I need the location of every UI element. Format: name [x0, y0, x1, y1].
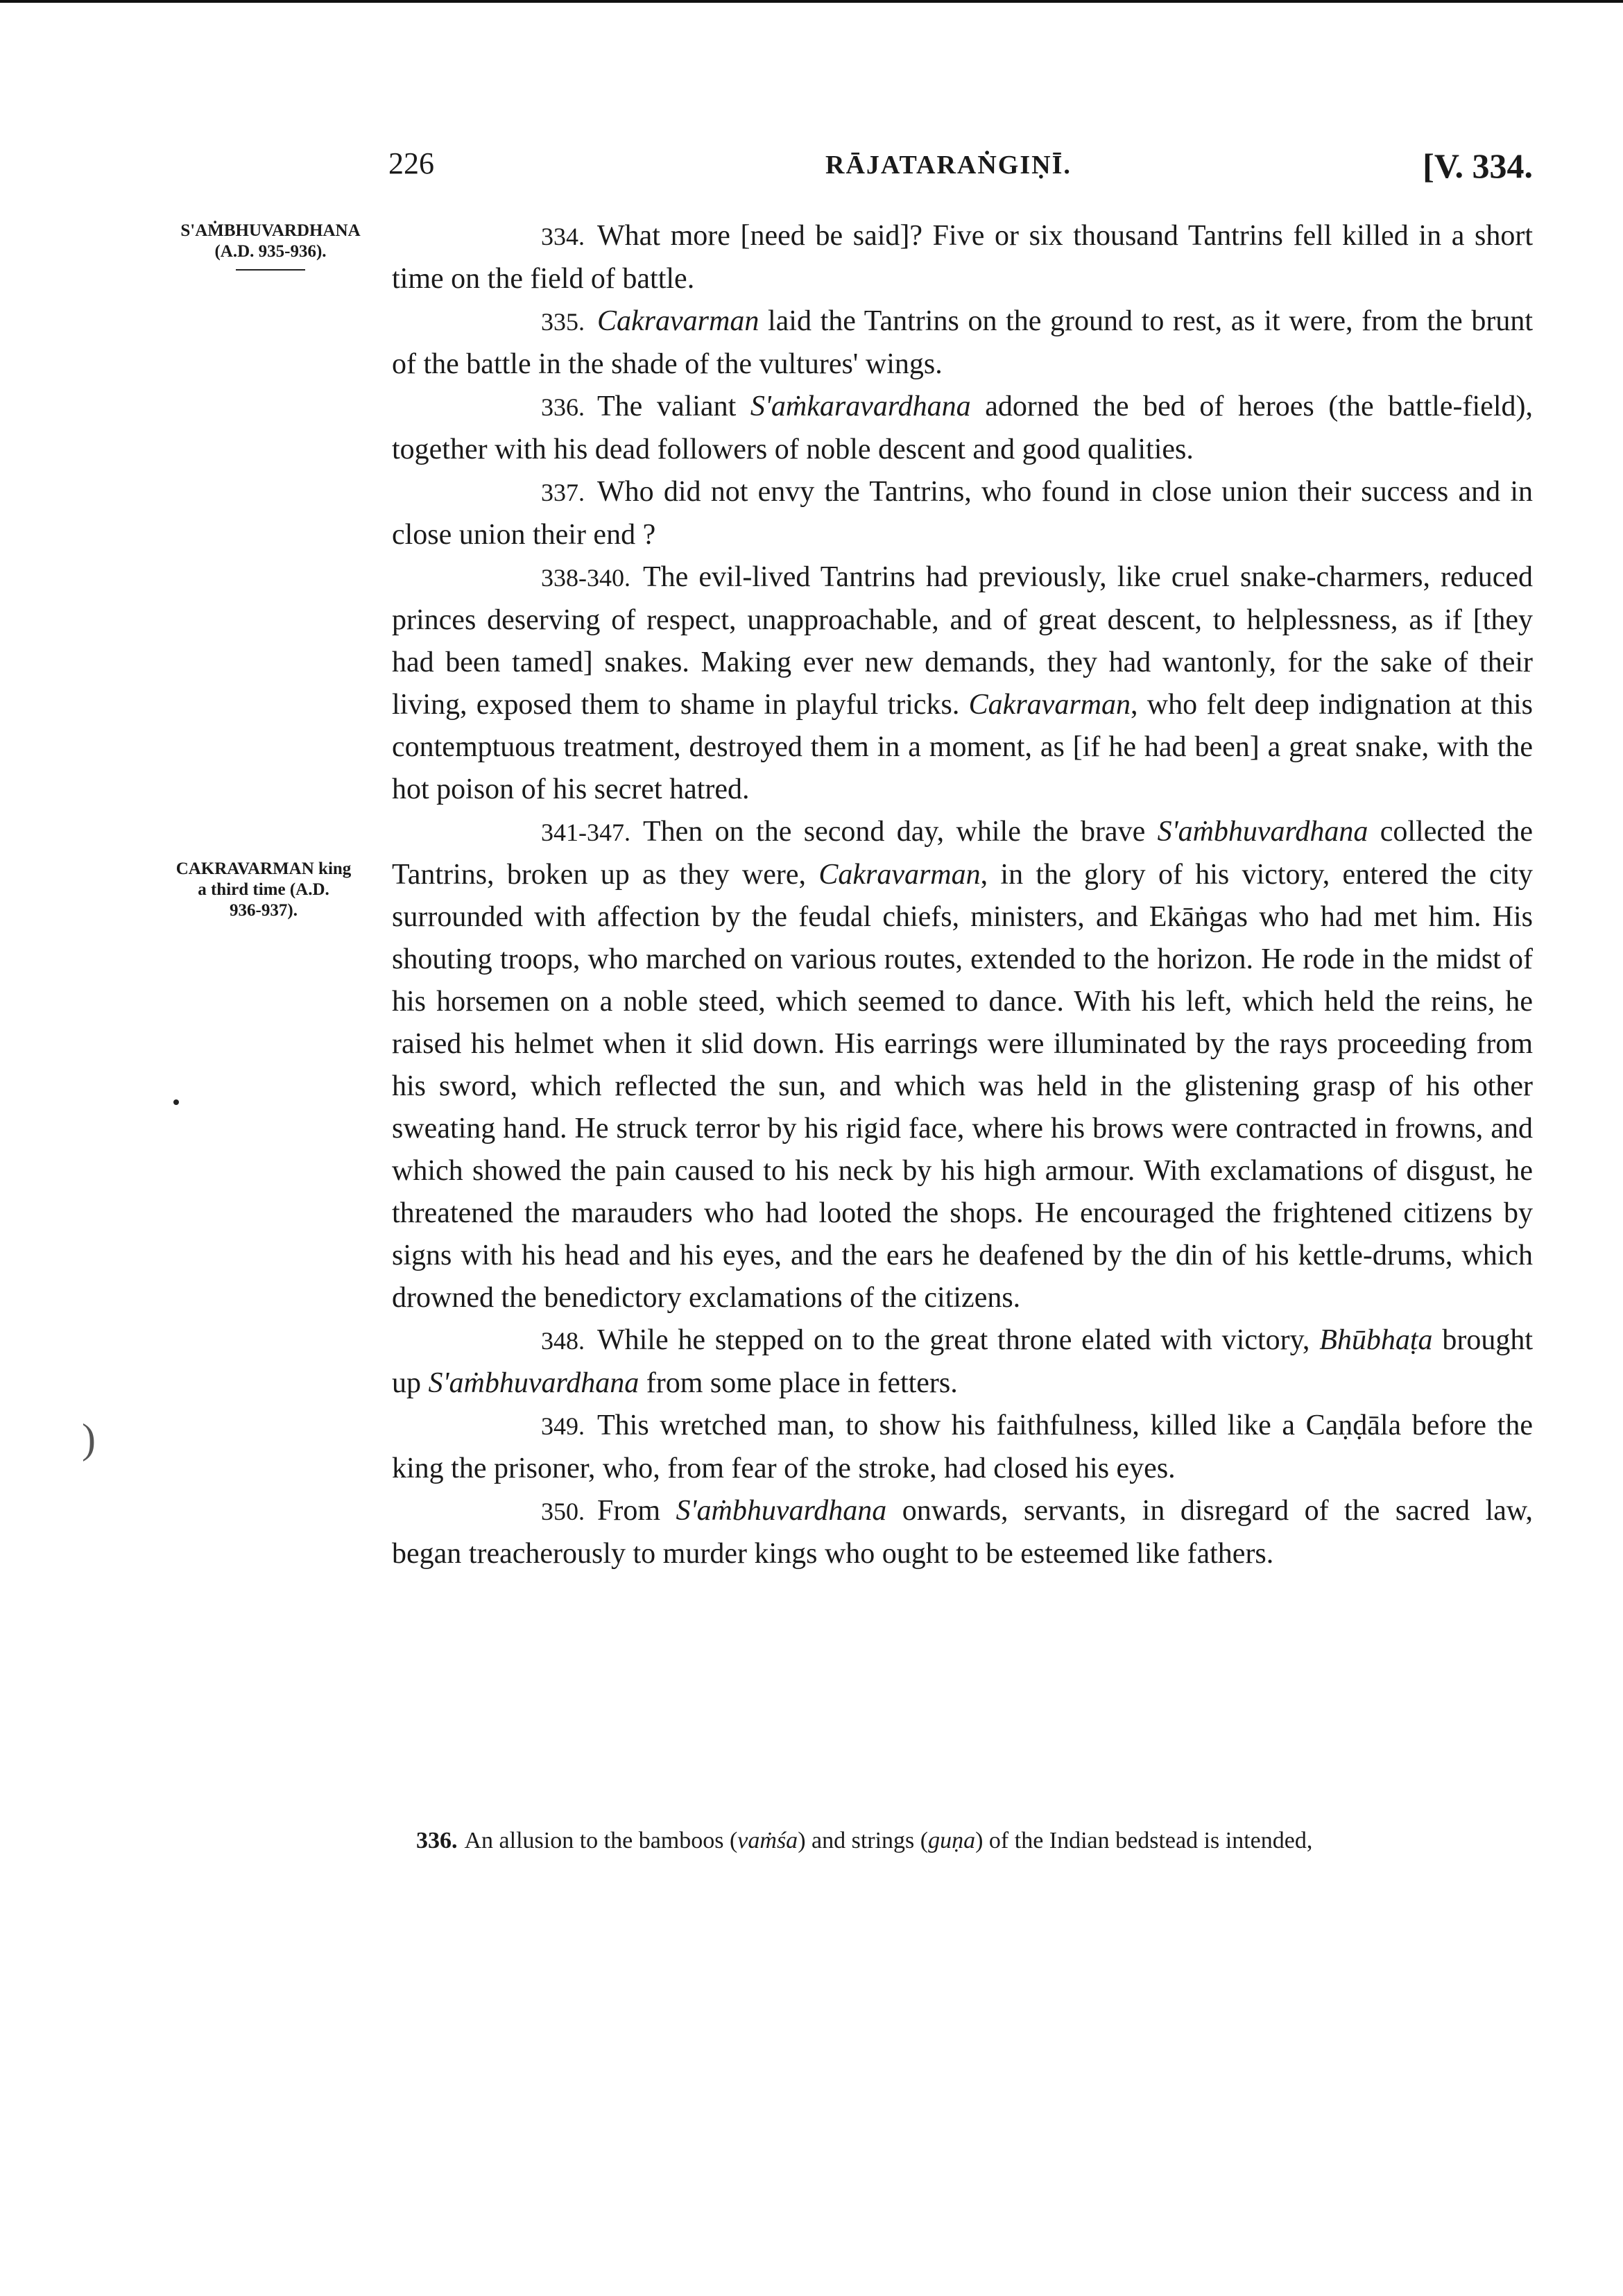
text-run: onwards, servants, in disregard of the sacred law, began treacherously to murder kings who ought to be esteemed like fathers.: [392, 1495, 1534, 1570]
verse-number: 336.: [541, 393, 585, 421]
verse-paragraph: [392, 811, 1533, 1319]
text-run: Who did not envy the Tantrins, who found in close union their success and in close union their end ?: [392, 476, 1533, 551]
sidenote-line: 936-937).: [230, 901, 298, 920]
text-run: The valiant: [597, 391, 750, 422]
verse-paragraph: [392, 1405, 1533, 1490]
page-number: 226: [388, 146, 434, 180]
text-run: collected the Tantrins, broken up as they were,: [392, 816, 1533, 891]
text-run: What more [need be said]? Five or six thousand Tantrins fell killed in a short time on the field of battle.: [392, 220, 1533, 295]
italic-term: Cakravarman: [597, 305, 759, 337]
italic-term: S'aṁbhuvardhana: [428, 1367, 639, 1399]
text-run: , who felt deep indignation at this contemptuous treatment, destroyed them in a moment, as [if he had been] a great snake, with the hot poison of his secret hatred.: [392, 689, 1533, 805]
page-header: [388, 146, 1533, 194]
sidenote-line: (A.D. 935-936).: [214, 242, 327, 261]
ink-speck: [173, 1099, 179, 1105]
verse-number: 334.: [541, 223, 585, 250]
footnote-number: 336.: [416, 1828, 458, 1853]
text-run: , in the glory of his victory, entered the city surrounded with affection by the feudal chiefs, ministers, and Ekāṅgas who had met him. His shouting troops, who marched on various routes, extended to the horizon. He rode in the midst of his horsemen on a noble steed, which seemed to dance. With his left, which held the reins, he raised his helmet when it slid down. His earrings were illuminated by the rays proceeding from his sword, which reflected the sun, and which was held in the glistening grasp of his other sweating hand. He struck terror by his rigid face, where his brows were contracted in frowns, and which showed the pain caused to his neck by his high armour. With exclamations of disgust, he threatened the marauders who had looted the shops. He encouraged the frightened citizens by signs with his head and his eyes, and the ears he deafened by the din of his kettle-drums, which drowned the benedictory exclamations of the citizens.: [392, 859, 1533, 1314]
italic-term: Bhūbhaṭa: [1319, 1324, 1433, 1356]
verse-number: 338-340.: [541, 564, 630, 592]
verse-number: 337.: [541, 479, 585, 506]
verse-paragraph: [392, 1319, 1533, 1405]
text-run: from some place in fetters.: [639, 1367, 958, 1399]
italic-term: S'aṁbhuvardhana: [676, 1495, 887, 1527]
text-run: adorned the bed of heroes (the battle-field), together with his dead followers of noble descent and good qualities.: [392, 391, 1533, 465]
verse-paragraph: [392, 300, 1533, 386]
verse-paragraph: [392, 556, 1533, 811]
verse-number: 341-347.: [541, 819, 630, 846]
italic-term: S'aṁkaravardhana: [750, 391, 971, 422]
sidenote-line: a third time (A.D.: [198, 880, 329, 899]
verse-paragraph: [392, 471, 1533, 556]
top-border-rule: [0, 0, 1623, 3]
text-run: ) of the Indian bedstead is intended,: [975, 1828, 1313, 1853]
verse-number: 348.: [541, 1327, 585, 1355]
sidenote-cakravarman: [139, 859, 388, 921]
verse-number: 350.: [541, 1498, 585, 1525]
italic-term: S'aṁbhuvardhana: [1157, 816, 1368, 848]
sidenote-line: S'AṀBHUVARDHANA: [180, 221, 361, 240]
sidenote-sambhuvardhana: [156, 221, 385, 271]
verse-paragraph: [392, 215, 1533, 300]
section-reference: [V. 334.: [1423, 146, 1533, 185]
text-run: laid the Tantrins on the ground to rest, as it were, from the brunt of the battle in the shade of the vultures' wings.: [392, 305, 1533, 380]
verse-paragraph: [392, 386, 1533, 471]
sidenote-line: CAKRAVARMAN king: [175, 859, 352, 878]
text-run: From: [597, 1495, 676, 1527]
sidenote-rule: [236, 269, 305, 271]
footnote: [416, 1826, 1533, 1856]
text-run: This wretched man, to show his faithfulness, killed like a Caṇḍāla before the king the prisoner, who, from fear of the stroke, had closed his eyes.: [392, 1410, 1533, 1484]
italic-term: guṇa: [928, 1828, 976, 1853]
italic-term: Cakravarman: [818, 859, 981, 891]
italic-term: vaṁśa: [737, 1828, 798, 1853]
text-run: While he stepped on to the great throne elated with victory,: [597, 1324, 1320, 1356]
main-text: [392, 215, 1533, 1575]
text-run: ) and strings (: [798, 1828, 929, 1853]
margin-bracket-mark: ): [82, 1416, 96, 1462]
text-run: An allusion to the bamboos (: [464, 1828, 738, 1853]
text-run: brought up: [392, 1324, 1533, 1399]
text-run: The evil-lived Tantrins had previously, like cruel snake-charmers, reduced princes deserving of respect, unapproachable, and of great descent, to helplessness, as if [they had been tamed] snakes. Making ever new demands, they had wantonly, for the sake of their living, exposed them to shame in playful tricks.: [392, 561, 1533, 721]
verse-paragraph: [392, 1490, 1533, 1575]
text-run: Then on the second day, while the brave: [643, 816, 1158, 848]
verse-number: 335.: [541, 308, 585, 336]
running-title: RĀJATARAṄGIṆĪ.: [825, 151, 1072, 180]
verse-number: 349.: [541, 1412, 585, 1440]
italic-term: Cakravarman: [968, 689, 1131, 721]
